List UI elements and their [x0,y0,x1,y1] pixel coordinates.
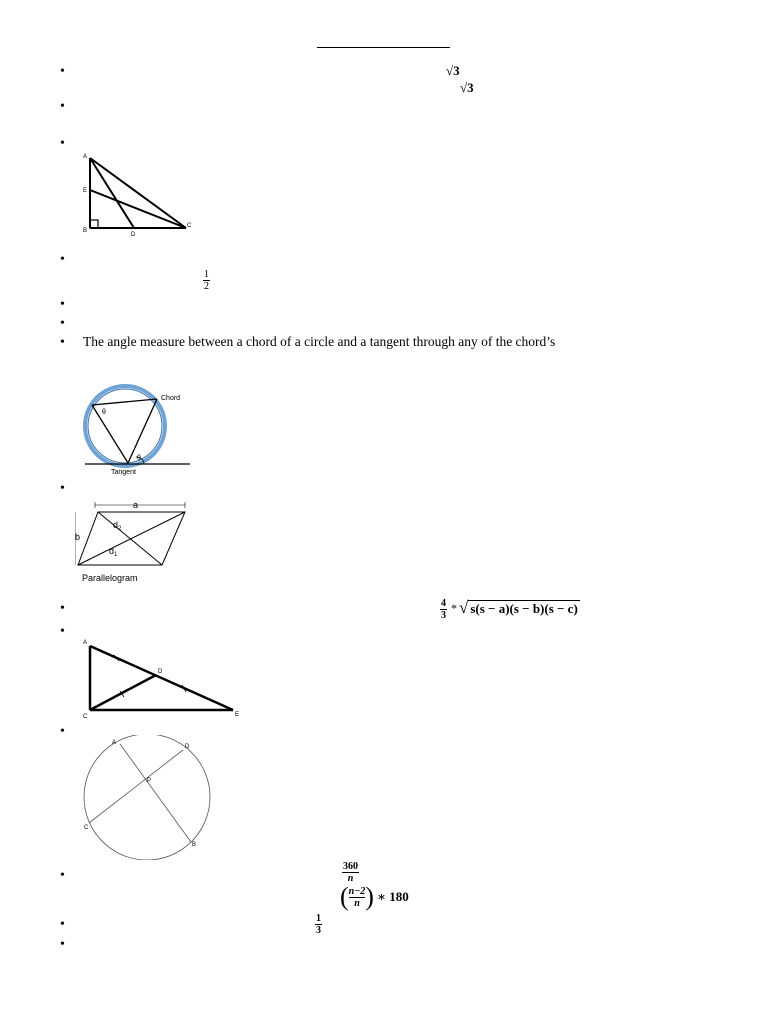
bullet: • [60,601,65,616]
median-triangle-figure [80,637,245,722]
chord-tangent-text: The angle measure between a chord of a circle and a tangent through any of the chord’s [83,334,556,349]
fraction-numerator: n−2 [348,885,366,897]
label-a: A [83,154,88,160]
fraction-four-thirds [440,598,447,621]
side-b-label: b [75,532,81,542]
label-d: D [185,744,190,750]
label-e: E [235,712,240,718]
bullet: • [60,252,65,267]
label-c: C [84,825,89,831]
fraction-denominator: n [354,897,360,909]
bullet: • [60,937,65,952]
label-d: D [158,669,163,675]
bullet: • [60,868,65,883]
chord-tangent-figure [80,383,195,478]
fraction-exterior-angle [342,861,359,884]
bullet: • [60,335,65,350]
multiply-symbol: * [451,601,457,615]
label-e: E [83,188,88,194]
bullet: • [60,297,65,312]
bullet: • [60,624,65,639]
sqrt3-symbol: √3 [446,63,460,78]
diag-d1-label: $d_1$ [109,546,118,558]
bullet: • [60,136,65,151]
fraction-one-third [315,913,322,936]
bullet: • [60,99,65,114]
fraction-denominator: 3 [441,610,446,621]
label-a: A [83,640,88,646]
intersecting-chords-figure [80,735,215,860]
label-a: A [112,740,117,746]
fraction-one-half [203,269,210,292]
bullet: • [60,917,65,932]
fraction-numerator: 360 [343,861,358,872]
tangent-label: Tangent [111,469,136,476]
side-a-label: a [133,500,139,510]
sqrt3-symbol: √3 [460,80,474,95]
label-b: B [83,228,88,234]
label-p: P [147,778,152,784]
label-c: C [83,714,88,720]
interior-angle-formula: ( $\frac{n-2}{n}$ ) ∗ 180 [340,882,409,911]
parallelogram-caption: Parallelogram [82,573,138,583]
title-underline [317,47,450,48]
fraction-denominator: 2 [204,281,209,292]
theta-label: θ [102,409,106,416]
theta-label: θ [137,455,141,462]
bullet: • [60,64,65,79]
right-triangle-figure [80,150,195,240]
bullet: • [60,481,65,496]
label-c: C [187,223,192,229]
fraction-numerator: 1 [316,913,321,924]
square-root-expression: √ s(s − a)(s − b)(s − c) [459,598,578,617]
fraction-numerator: 4 [441,598,446,609]
radicand: s(s − a)(s − b)(s − c) [470,600,578,616]
bullet: • [60,316,65,331]
fraction-denominator: 3 [316,925,321,936]
label-d: D [131,232,136,238]
label-b: B [192,842,197,848]
fraction-denominator: n [347,873,354,884]
diag-d2-label: $d_2$ [113,520,122,532]
bullet: • [60,724,65,739]
chord-label: Chord [161,395,181,402]
parallelogram-figure [75,498,195,586]
fraction-numerator: 1 [204,269,209,280]
times-180: ∗ 180 [376,889,409,904]
